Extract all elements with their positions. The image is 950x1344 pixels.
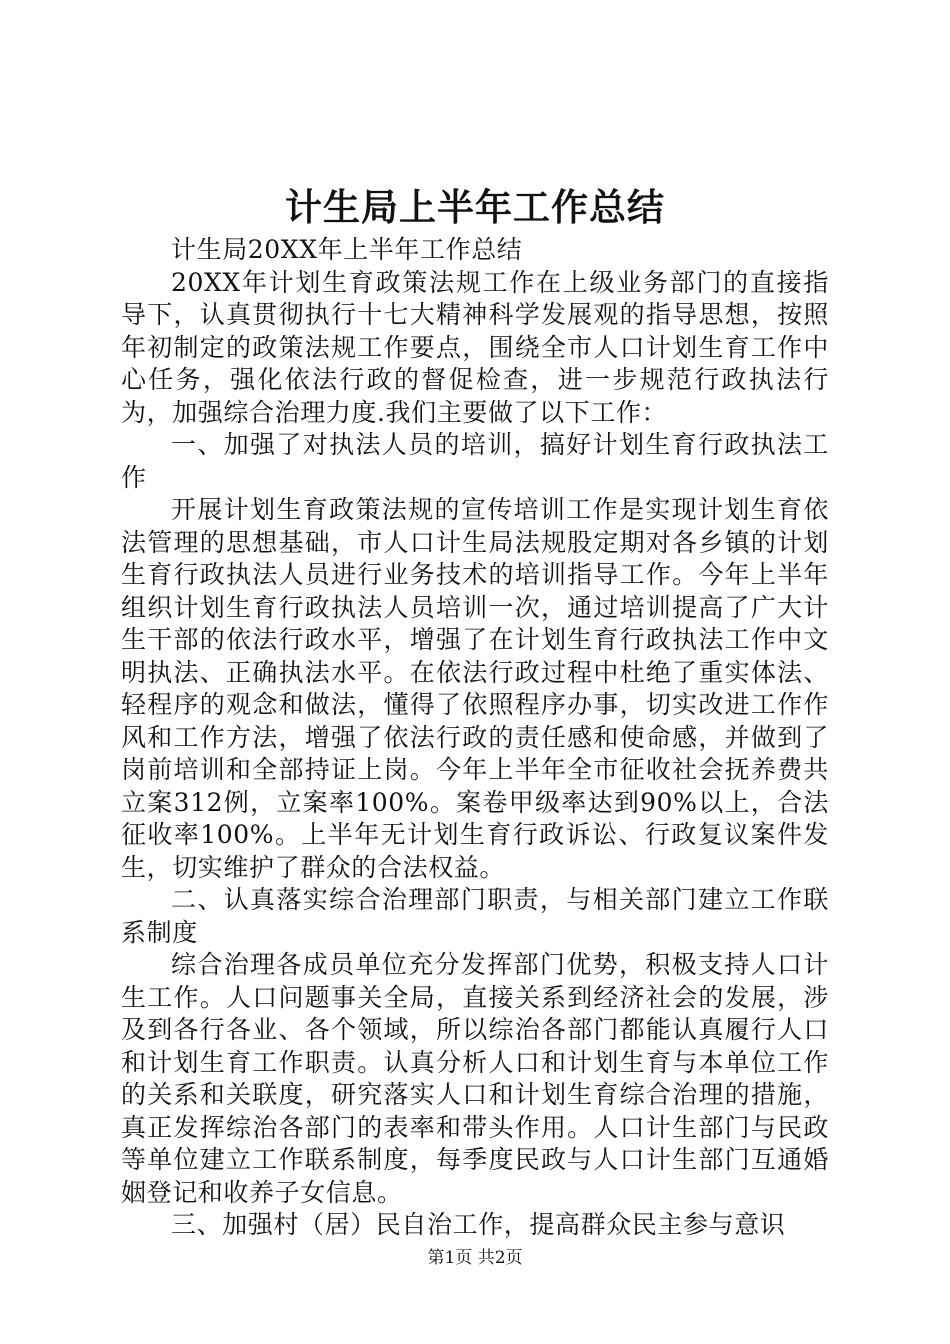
paragraph-subtitle: 计生局20XX年上半年工作总结 [171, 235, 523, 264]
section-heading-2: 二、认真落实综合治理部门职责，与相关部门建立工作联系制度 [121, 885, 829, 947]
section-heading-3: 三、加强村（居）民自治工作，提高群众民主参与意识 [171, 1210, 786, 1239]
section-heading-1: 一、加强了对执法人员的培训，搞好计划生育行政执法工作 [121, 430, 829, 492]
paragraph-intro: 20XX年计划生育政策法规工作在上级业务部门的直接指导下，认真贯彻执行十七大精神科学发展观的指导思想，按照年初制定的政策法规工作要点，围绕全市人口计划生育工作中心任务，强化依法行政的督促检查，进一步规范行政执法行为，加强综合治理力度.我们主要做了以下工作： [121, 267, 829, 427]
document-body [121, 234, 829, 1242]
document-title: 计生局上半年工作总结 [285, 186, 665, 229]
paragraph-section-2: 综合治理各成员单位充分发挥部门优势，积极支持人口计生工作。人口问题事关全局，直接关系到经济社会的发展，涉及到各行各业、各个领域，所以综治各部门都能认真履行人口和计划生育工作职责。认真分析人口和计划生育与本单位工作的关系和关联度，研究落实人口和计划生育综合治理的措施，真正发挥综治各部门的表率和带头作用。人口计生部门与民政等单位建立工作联系制度，每季度民政与人口计生部门互通婚姻登记和收养子女信息。 [121, 950, 829, 1207]
page-footer: 第1页 共2页 [427, 1248, 523, 1268]
paragraph-section-1: 开展计划生育政策法规的宣传培训工作是实现计划生育依法管理的思想基础，市人口计生局法规股定期对各乡镇的计划生育行政执法人员进行业务技术的培训指导工作。今年上半年组织计划生育行政执法人员培训一次，通过培训提高了广大计生干部的依法行政水平，增强了在计划生育行政执法工作中文明执法、正确执法水平。在依法行政过程中杜绝了重实体法、轻程序的观念和做法，懂得了依照程序办事，切实改进工作作风和工作方法，增强了依法行政的责任感和使命感，并做到了岗前培训和全部持证上岗。今年上半年全市征收社会抚养费共立案312例，立案率100%。案卷甲级率达到90%以上，合法征收率100%。上半年无计划生育行政诉讼、行政复议案件发生，切实维护了群众的合法权益。 [121, 495, 829, 882]
